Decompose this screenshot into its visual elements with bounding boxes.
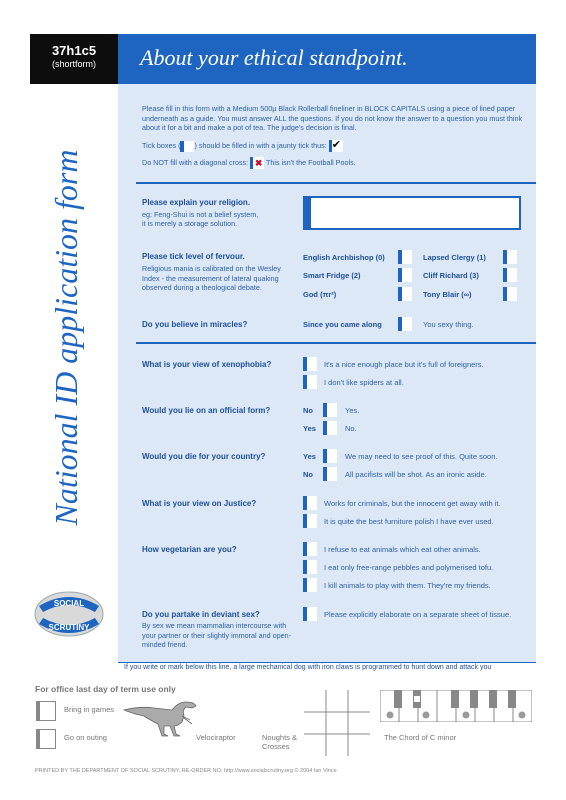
xenophobia-tickbox-2[interactable] (303, 375, 317, 389)
vegetarian-option-1: I refuse to eat animals which eat other animals. (324, 545, 481, 554)
miracles-option-2: You sexy thing. (423, 320, 474, 329)
fervour-tickbox-2[interactable] (398, 268, 412, 282)
noughts-crosses-grid[interactable] (304, 690, 370, 756)
fervour-option-2: Smart Fridge (2) (303, 271, 361, 280)
form-code: 37h1c5 (51, 43, 97, 58)
deviant-help: By sex we mean mammalian intercourse with your partner or their slightly immoral and open-minded friend. (142, 621, 292, 649)
question-die: Would you die for your country? (142, 452, 266, 461)
fervour-tickbox-5[interactable] (503, 287, 517, 301)
deviant-option-1: Please explicitly elaborate on a separate sheet of tissue. (324, 610, 512, 619)
die-label-2: No (303, 470, 313, 479)
xenophobia-option-2: I don't like spiders at all. (324, 378, 404, 387)
question-vegetarian: How vegetarian are you? (142, 545, 237, 554)
miracles-tickbox[interactable] (398, 317, 412, 331)
question-fervour: Please tick level of fervour. (142, 252, 245, 261)
colophon: PRINTED BY THE DEPARTMENT OF SOCIAL SCRUTINY. RE-ORDER NO: http://www.socialscrutiny.org © 2004 Ian Vince (35, 768, 337, 774)
justice-option-1: Works for criminals, but the innocent get away with it. (324, 499, 501, 508)
justice-tickbox-1[interactable] (303, 496, 317, 510)
svg-text:SCRUTINY: SCRUTINY (48, 623, 90, 632)
vegetarian-tickbox-1[interactable] (303, 542, 317, 556)
lie-tickbox-1[interactable] (323, 403, 337, 417)
miracles-option-1: Since you came along (303, 320, 382, 329)
svg-text:SOCIAL: SOCIAL (53, 599, 85, 608)
vegetarian-option-2: I eat only free-range pebbles and polymerised tofu. (324, 563, 494, 572)
warning-text: If you write or mark below this line, a large mechanical dog with iron claws is programmed to hunt down and attack you (124, 664, 492, 671)
outing-tickbox[interactable] (36, 729, 56, 749)
question-justice: What is your view on Justice? (142, 499, 257, 508)
fervour-option-0: English Archbishop (0) (303, 253, 385, 262)
fervour-tickbox-0[interactable] (398, 250, 412, 264)
divider (136, 342, 536, 344)
office-title: For office last day of term use only (35, 684, 176, 694)
page-title: About your ethical standpoint. (140, 45, 408, 70)
velociraptor-icon (120, 696, 230, 738)
tick-mark-icon: ✔ (329, 140, 343, 152)
form-code-sub: (shortform) (51, 59, 96, 69)
lie-tickbox-2[interactable] (323, 421, 337, 435)
religion-input[interactable] (303, 196, 521, 230)
cross-mark-icon: ✖ (250, 157, 264, 169)
deviant-tickbox[interactable] (303, 607, 317, 621)
piano-keys-icon (380, 690, 532, 722)
lie-text-1: Yes. (345, 406, 360, 415)
vegetarian-option-3: I kill animals to play with them. They're my friends. (324, 581, 491, 590)
form-code-box (30, 34, 118, 84)
example-tickbox (180, 141, 194, 152)
bring-games-label: Bring in games (64, 705, 115, 714)
velociraptor-label: Velociraptor (196, 733, 236, 742)
tick-instruction: Tick boxes ( ) should be filled in with a jaunty tick thus: ✔ (142, 139, 341, 151)
justice-tickbox-2[interactable] (303, 514, 317, 528)
vegetarian-tickbox-3[interactable] (303, 578, 317, 592)
justice-option-2: It is quite the best furniture polish I have ever used. (324, 517, 494, 526)
fervour-option-5: Tony Blair (∞) (423, 290, 472, 299)
outing-label: Go on outing (64, 733, 107, 742)
fervour-option-4: God (πr²) (303, 290, 337, 299)
noughts-label: Noughts & (262, 733, 298, 742)
religion-help-1: eg: Feng-Shui is not a belief system, (142, 210, 259, 219)
xenophobia-tickbox-1[interactable] (303, 357, 317, 371)
religion-help-2: it is merely a storage solution. (142, 219, 238, 228)
fervour-tickbox-1[interactable] (503, 250, 517, 264)
lie-label-1: No (303, 406, 313, 415)
fervour-option-3: Cliff Richard (3) (423, 271, 479, 280)
form-panel (118, 84, 536, 662)
question-deviant: Do you partake in deviant sex? (142, 610, 260, 619)
fervour-help: Religious mania is calibrated on the Wesley Index - the measurement of lateral quaking observed during a theological debate. (142, 264, 281, 292)
fervour-tickbox-3[interactable] (503, 268, 517, 282)
social-scrutiny-logo (33, 590, 105, 638)
question-miracles: Do you believe in miracles? (142, 320, 248, 329)
vegetarian-tickbox-2[interactable] (303, 560, 317, 574)
cross-instruction: Do NOT fill with a diagonal cross: ✖ This isn't the Football Pools. (142, 157, 356, 168)
question-xenophobia: What is your view of xenophobia? (142, 360, 272, 369)
bring-games-tickbox[interactable] (36, 701, 56, 721)
fervour-option-1: Lapsed Clergy (1) (423, 253, 486, 262)
die-tickbox-2[interactable] (323, 467, 337, 481)
question-lie: Would you lie on an official form? (142, 406, 271, 415)
die-text-1: We may need to see proof of this. Quite soon. (345, 452, 498, 461)
question-religion: Please explain your religion. (142, 198, 251, 207)
crosses-label: Crosses (262, 742, 290, 751)
lie-label-2: Yes (303, 424, 316, 433)
divider (136, 182, 536, 184)
intro-paragraph: Please fill in this form with a Medium 500µ Black Rollerball fineliner in BLOCK CAPITALS using a piece of lined paper underneath as a guide. You must answer ALL the questions. If you do not know the answer to a question you must think about it for a bit and make a pot of tea. The judge's decision is final. (142, 104, 523, 132)
die-text-2: All pacifists will be shot. As an ironic aside. (345, 470, 487, 479)
lie-text-2: No. (345, 424, 357, 433)
side-title: National ID application form (48, 149, 84, 526)
die-tickbox-1[interactable] (323, 449, 337, 463)
xenophobia-option-1: It's a nice enough place but it's full of foreigners. (324, 360, 484, 369)
fervour-tickbox-4[interactable] (398, 287, 412, 301)
chord-label: The Chord of C minor (384, 733, 457, 742)
die-label-1: Yes (303, 452, 316, 461)
